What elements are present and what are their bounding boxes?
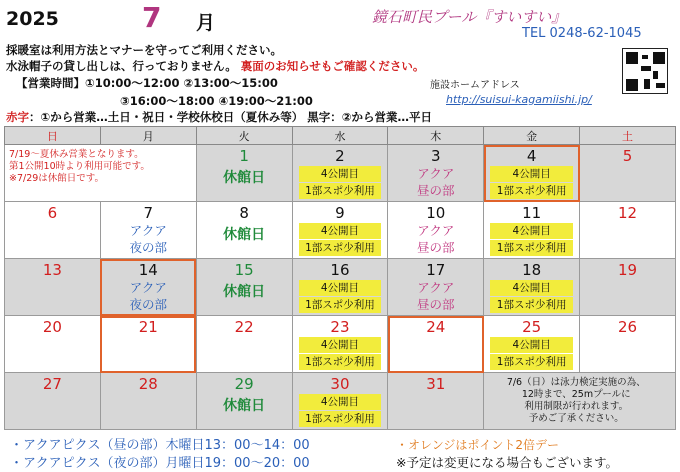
homepage-link[interactable]: http://suisui-kagamiishi.jp/ [446, 93, 592, 106]
calendar-table [4, 126, 676, 430]
sports-label: 1部スポ少利用 [490, 354, 573, 370]
day-number: 30 [330, 375, 350, 393]
weekday-wed: 水 [292, 127, 388, 145]
phone-number: TEL 0248-62-1045 [522, 26, 642, 41]
day-cell [292, 145, 388, 202]
day-number: 3 [431, 147, 441, 165]
closed-label: 休館日 [223, 170, 266, 186]
day-number: 19 [617, 261, 638, 279]
closed-label: 休館日 [223, 284, 266, 300]
sports-label: 1部スポ少利用 [299, 297, 382, 313]
notice-back-page: 裏面のお知らせもご確認ください。 [240, 59, 425, 73]
noon-label: 昼の部 [417, 183, 455, 198]
sports-label: 1部スポ少利用 [299, 354, 382, 370]
day-number: 10 [426, 204, 446, 222]
legend [6, 109, 432, 125]
sports-label: 1部スポ少利用 [299, 411, 382, 427]
weekday-thu: 木 [388, 127, 484, 145]
day-number: 9 [335, 204, 345, 222]
night-label: 夜の部 [129, 297, 168, 312]
session-label: 4公開目 [299, 223, 382, 239]
orange-point-note: ・オレンジはポイント2倍デー [396, 438, 560, 452]
day-number: 8 [239, 204, 249, 222]
day-number: 24 [426, 318, 446, 336]
day-cell [196, 316, 292, 373]
month-number: 7 [142, 1, 162, 34]
year: 2025 [6, 8, 59, 30]
note-line: 第1公開10時より利用可能です。 [9, 161, 150, 172]
note-line: ※7/29は休館日です。 [9, 173, 105, 184]
day-cell [388, 259, 484, 316]
day-cell [292, 316, 388, 373]
day-number: 1 [239, 147, 249, 165]
note-line: 12時まで、25mプールに [521, 389, 631, 400]
weekday-header [5, 127, 676, 145]
sports-label: 1部スポ少利用 [490, 183, 573, 199]
aqua-label: アクア [129, 280, 167, 295]
day-number: 27 [42, 375, 62, 393]
day-cell [484, 316, 580, 373]
day-cell [100, 316, 196, 373]
day-number: 4 [526, 147, 537, 165]
day-cell [5, 373, 101, 430]
night-label: 夜の部 [129, 240, 168, 255]
closed-label: 休館日 [223, 398, 266, 414]
session-label: 4公開目 [490, 166, 573, 182]
day-cell [580, 202, 676, 259]
day-cell [388, 373, 484, 430]
day-cell [292, 202, 388, 259]
day-cell [100, 202, 196, 259]
day-number: 2 [335, 147, 345, 165]
day-number: 17 [426, 261, 446, 279]
swim-test-note [488, 377, 664, 425]
note-cell [484, 373, 676, 430]
week-row [5, 373, 676, 430]
day-number: 16 [330, 261, 350, 279]
day-cell [388, 316, 484, 373]
aquapics-night: ・アクアピクス（夜の部）月曜日19：00～20：00 [10, 456, 310, 471]
notice-line-1: 採暖室は利用方法とマナーを守ってご利用ください。 [6, 43, 282, 57]
day-cell [100, 259, 196, 316]
session-label: 4公開目 [299, 280, 382, 296]
day-number: 5 [622, 147, 633, 165]
facility-name: 鏡石町民プール『すいすい』 [372, 8, 567, 26]
day-cell [5, 316, 101, 373]
hours-line-1: 【営業時間】①10:00～12:00 ②13:00～15:00 [16, 76, 278, 90]
day-number: 26 [617, 318, 638, 336]
note-cell [5, 145, 197, 202]
weekday-mon: 月 [100, 127, 196, 145]
day-cell [196, 373, 292, 430]
weekday-sat: 土 [580, 127, 676, 145]
day-number: 29 [234, 375, 254, 393]
note-line: 利用制限が行われます。 [524, 401, 629, 412]
sports-label: 1部スポ少利用 [490, 297, 573, 313]
session-label: 4公開目 [299, 166, 382, 182]
qr-code-icon [622, 48, 668, 94]
session-label: 4公開目 [490, 337, 573, 353]
day-number: 6 [47, 204, 58, 222]
day-cell [580, 316, 676, 373]
day-number: 12 [617, 204, 638, 222]
legend-text: ：①から営業…土日・祝日・学校休校日（夏休み等） 黒字：②から営業…平日 [29, 110, 432, 124]
weekday-tue: 火 [196, 127, 292, 145]
month-label: 月 [196, 12, 216, 34]
day-cell [484, 145, 580, 202]
day-number: 31 [426, 375, 446, 393]
notice-cap: 水泳帽子の貸し出しは、行っておりません。 [6, 59, 237, 73]
notice-line-2 [6, 58, 424, 74]
aqua-label: アクア [417, 280, 455, 295]
day-cell [484, 259, 580, 316]
aquapics-noon: ・アクアピクス（昼の部）木曜日13：00～14：00 [10, 438, 310, 453]
day-number: 23 [330, 318, 350, 336]
day-cell [388, 202, 484, 259]
hours-line-2: ③16:00～18:00 ④19:00～21:00 [120, 94, 313, 108]
day-cell [388, 145, 484, 202]
sports-label: 1部スポ少利用 [490, 240, 573, 256]
day-number: 7 [143, 204, 154, 222]
legend-red: 赤字 [6, 110, 29, 124]
aqua-label: アクア [417, 166, 455, 181]
day-cell [5, 259, 101, 316]
day-number: 15 [234, 261, 254, 279]
session-label: 4公開目 [299, 394, 382, 410]
weekday-fri: 金 [484, 127, 580, 145]
note-line: 7/19～夏休み営業となります。 [9, 149, 144, 160]
schedule-change-note: ※予定は変更になる場合もございます。 [396, 455, 618, 470]
session-label: 4公開目 [490, 223, 573, 239]
day-number: 18 [522, 261, 542, 279]
day-cell [580, 145, 676, 202]
day-number: 21 [138, 318, 158, 336]
noon-label: 昼の部 [417, 297, 455, 312]
homepage-label: 施設ホームアドレス [430, 80, 520, 91]
day-number: 28 [138, 375, 158, 393]
day-cell [196, 259, 292, 316]
day-cell [100, 373, 196, 430]
note-line: 予めご了承ください。 [528, 413, 624, 424]
aqua-label: アクア [129, 223, 167, 238]
closed-label: 休館日 [223, 227, 266, 243]
day-number: 20 [42, 318, 62, 336]
session-label: 4公開目 [490, 280, 573, 296]
aqua-label: アクア [417, 223, 455, 238]
day-number: 25 [522, 318, 542, 336]
day-number: 11 [522, 204, 542, 222]
day-cell [484, 202, 580, 259]
summer-note [9, 149, 150, 185]
week-row [5, 316, 676, 373]
session-label: 4公開目 [299, 337, 382, 353]
day-number: 14 [138, 261, 158, 279]
day-cell [196, 202, 292, 259]
week-row [5, 145, 676, 202]
week-row [5, 202, 676, 259]
week-row [5, 259, 676, 316]
noon-label: 昼の部 [417, 240, 455, 255]
sports-label: 1部スポ少利用 [299, 183, 382, 199]
day-cell [196, 145, 292, 202]
day-cell [292, 259, 388, 316]
footer [0, 432, 680, 472]
day-cell [5, 202, 101, 259]
sports-label: 1部スポ少利用 [299, 240, 382, 256]
day-number: 13 [42, 261, 62, 279]
note-line: 7/6（日）は泳力検定実施の為、 [506, 377, 646, 388]
day-cell [580, 259, 676, 316]
day-number: 22 [234, 318, 254, 336]
weekday-sun: 日 [5, 127, 101, 145]
header [0, 0, 680, 122]
day-cell [292, 373, 388, 430]
